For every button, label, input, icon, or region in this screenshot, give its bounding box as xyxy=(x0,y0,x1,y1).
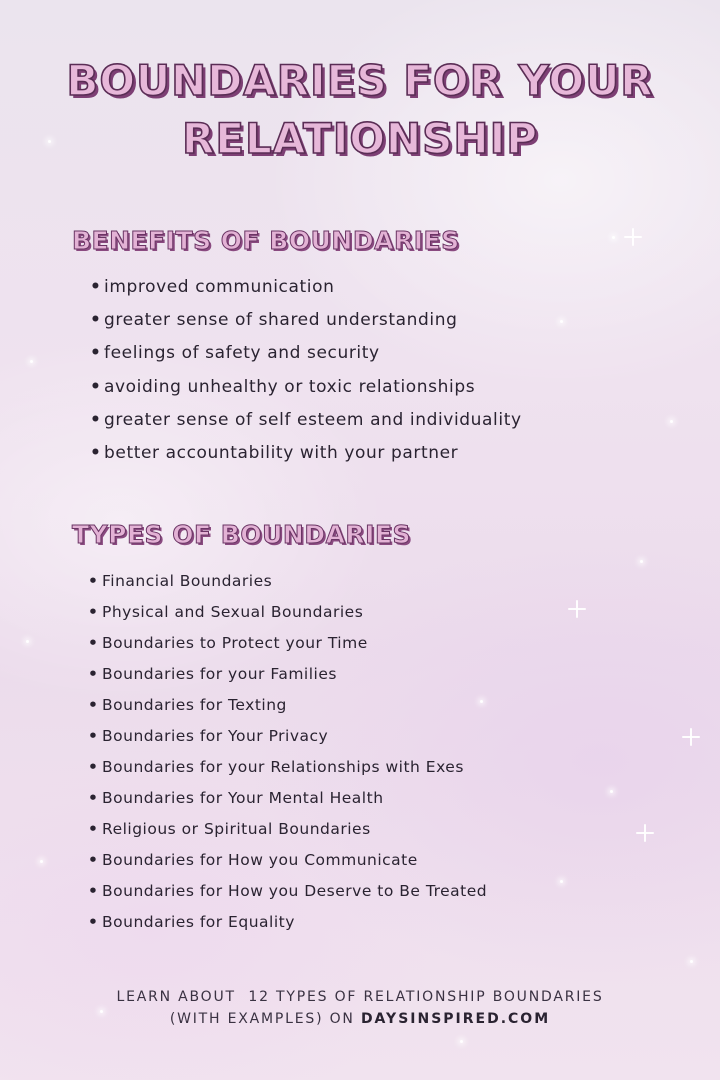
list-item-text: Physical and Sexual Boundaries xyxy=(102,603,364,621)
bullet-icon: • xyxy=(88,665,99,683)
types-list xyxy=(88,566,487,938)
sparkle-decoration xyxy=(670,420,673,423)
list-item-text: avoiding unhealthy or toxic relationships xyxy=(104,376,476,397)
bullet-icon: • xyxy=(88,820,99,838)
bullet-icon: • xyxy=(88,789,99,807)
list-item xyxy=(88,783,487,814)
bullet-icon: • xyxy=(88,758,99,776)
sparkle-decoration xyxy=(690,960,693,963)
list-item-text: feelings of safety and security xyxy=(104,343,380,364)
list-item xyxy=(88,690,487,721)
sparkle-decoration xyxy=(560,320,563,323)
list-item xyxy=(88,907,487,938)
list-item-text: Boundaries for Texting xyxy=(102,696,287,714)
bullet-icon: • xyxy=(88,572,99,590)
benefits-heading: BENEFITS OF BOUNDARIES xyxy=(72,226,460,255)
list-item xyxy=(90,404,522,437)
bullet-icon: • xyxy=(88,603,99,621)
bullet-icon: • xyxy=(88,634,99,652)
sparkle-decoration xyxy=(610,790,613,793)
list-item-text: Boundaries for your Families xyxy=(102,665,337,683)
sparkle-decoration xyxy=(30,360,33,363)
list-item-text: greater sense of self esteem and individuality xyxy=(104,409,522,430)
list-item-text: Boundaries for How you Deserve to Be Treated xyxy=(102,882,488,900)
footer-site-link[interactable]: DAYSINSPIRED.COM xyxy=(360,1011,551,1027)
list-item xyxy=(88,814,487,845)
sparkle-decoration xyxy=(612,236,615,239)
sparkle-decoration xyxy=(460,1040,463,1043)
list-item xyxy=(88,597,487,628)
list-item xyxy=(90,271,522,304)
sparkle-star-icon xyxy=(624,228,642,246)
page-title-line-2: RELATIONSHIP xyxy=(182,114,538,163)
list-item-text: Boundaries for your Relationships with Exes xyxy=(102,758,464,776)
list-item xyxy=(88,876,487,907)
bullet-icon: • xyxy=(88,727,99,745)
list-item-text: greater sense of shared understanding xyxy=(104,310,458,331)
list-item xyxy=(88,566,487,597)
footer-credit xyxy=(0,986,720,1030)
bullet-icon: • xyxy=(90,343,102,364)
sparkle-star-icon xyxy=(636,824,654,842)
list-item-text: better accountability with your partner xyxy=(104,443,459,464)
bullet-icon: • xyxy=(90,376,102,397)
bullet-icon: • xyxy=(88,851,99,869)
bullet-icon: • xyxy=(88,913,99,931)
list-item xyxy=(88,628,487,659)
footer-line-2-prefix: (WITH EXAMPLES) ON xyxy=(169,1011,361,1027)
footer-line-1: LEARN ABOUT 12 TYPES OF RELATIONSHIP BOUNDARIES xyxy=(116,989,604,1005)
benefits-list xyxy=(90,271,522,470)
sparkle-decoration xyxy=(640,560,643,563)
list-item xyxy=(90,304,522,337)
list-item xyxy=(90,371,522,404)
list-item-text: Religious or Spiritual Boundaries xyxy=(102,820,371,838)
list-item-text: Boundaries for How you Communicate xyxy=(102,851,418,869)
list-item-text: Boundaries to Protect your Time xyxy=(102,634,368,652)
bullet-icon: • xyxy=(90,310,102,331)
footer-line-2 xyxy=(0,1008,720,1030)
bullet-icon: • xyxy=(90,443,102,464)
list-item xyxy=(88,845,487,876)
page-title-line-1: BOUNDARIES FOR YOUR xyxy=(66,56,654,105)
list-item xyxy=(88,721,487,752)
list-item xyxy=(90,437,522,470)
list-item-text: Financial Boundaries xyxy=(102,572,273,590)
bullet-icon: • xyxy=(88,882,99,900)
sparkle-decoration xyxy=(26,640,29,643)
sparkle-decoration xyxy=(40,860,43,863)
page-title xyxy=(0,52,720,168)
list-item-text: improved communication xyxy=(104,277,335,297)
list-item-text: Boundaries for Your Privacy xyxy=(102,727,329,745)
list-item-text: Boundaries for Your Mental Health xyxy=(102,789,384,807)
list-item xyxy=(88,659,487,690)
sparkle-decoration xyxy=(560,880,563,883)
bullet-icon: • xyxy=(90,409,102,430)
bullet-icon: • xyxy=(90,277,102,297)
sparkle-star-icon xyxy=(682,728,700,746)
sparkle-star-icon xyxy=(568,600,586,618)
bullet-icon: • xyxy=(88,696,99,714)
list-item xyxy=(88,752,487,783)
list-item xyxy=(90,337,522,370)
list-item-text: Boundaries for Equality xyxy=(102,913,295,931)
types-heading: TYPES OF BOUNDARIES xyxy=(72,520,412,549)
